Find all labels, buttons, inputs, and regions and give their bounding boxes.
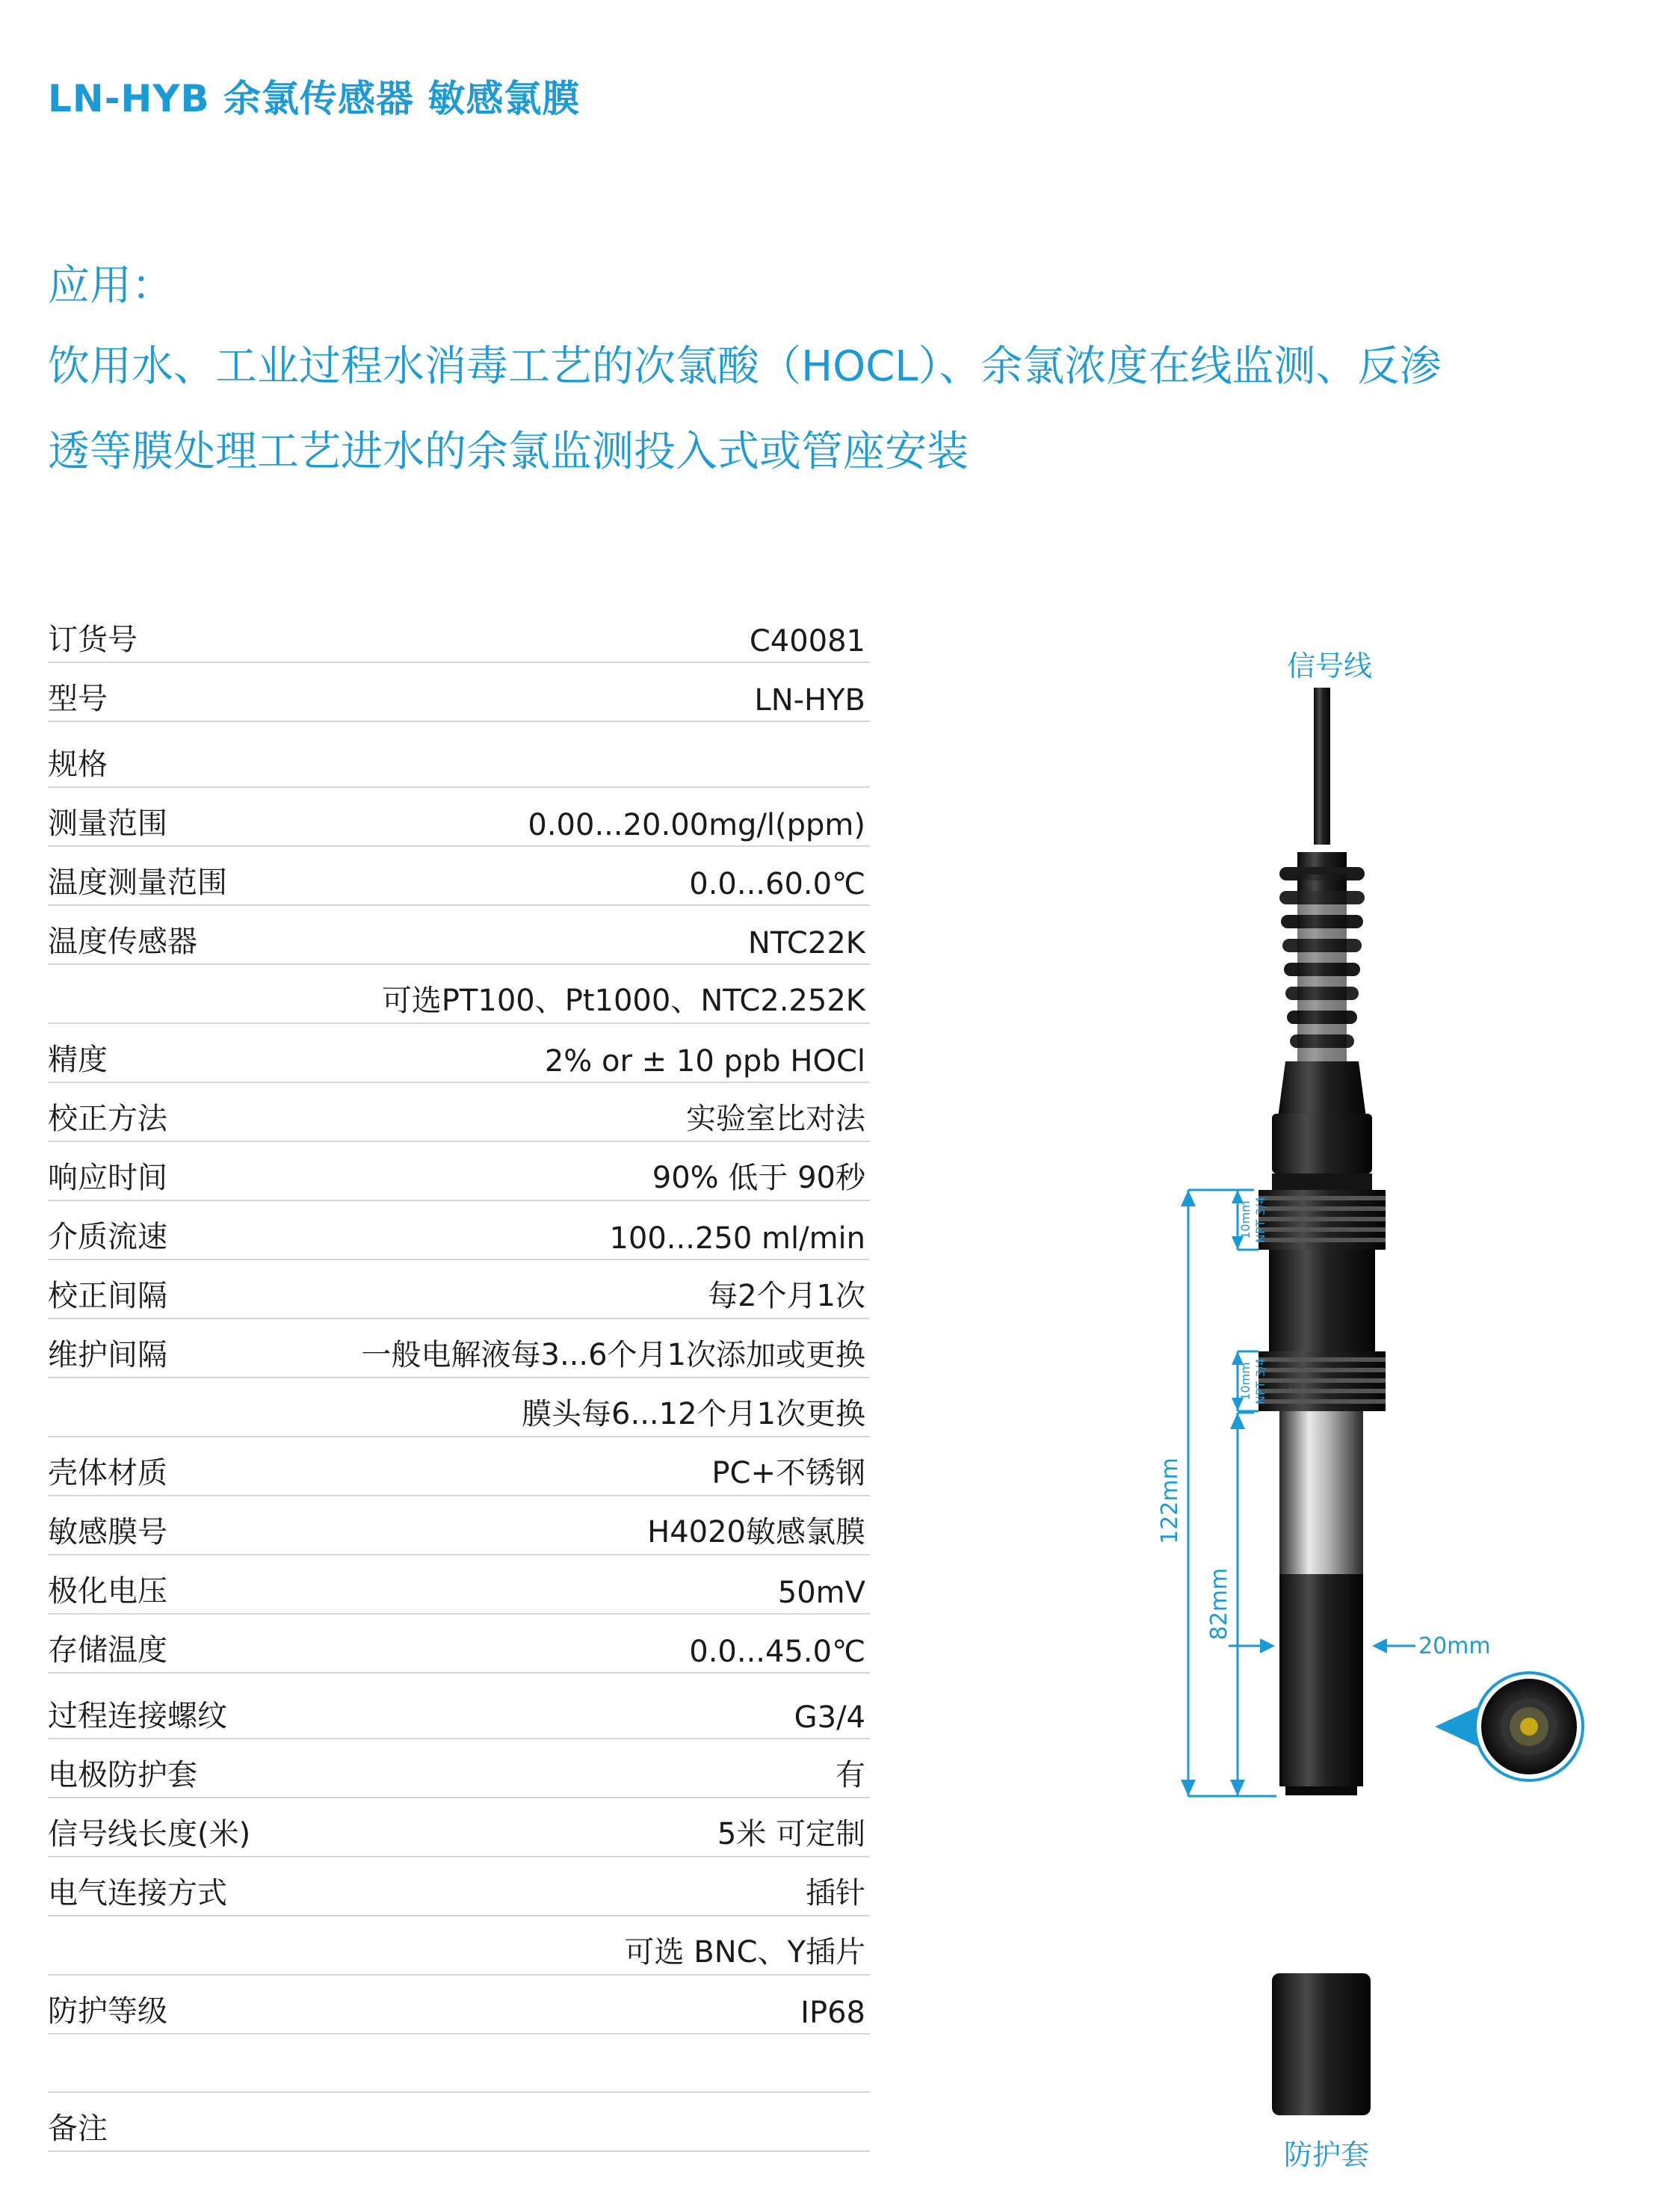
spec-row <box>48 1378 870 1437</box>
stainless-sleeve <box>1279 1411 1363 1574</box>
spec-value: 0.00...20.00mg/l(ppm) <box>528 808 865 842</box>
spec-row <box>48 1142 870 1201</box>
spec-label: 过程连接螺纹 <box>48 1699 227 1733</box>
spec-label: 校正间隔 <box>48 1279 167 1313</box>
spec-row <box>48 1260 870 1319</box>
spec-label: 规格 <box>48 747 108 782</box>
spec-value: C40081 <box>749 624 865 658</box>
spec-row <box>48 1024 870 1083</box>
spec-value: 可选 BNC、Y插片 <box>624 1935 865 1970</box>
spec-row <box>48 1857 870 1916</box>
spec-row <box>48 604 870 663</box>
spec-value: 每2个月1次 <box>708 1279 865 1313</box>
spec-value: 有 <box>836 1758 865 1792</box>
spec-row <box>48 847 870 906</box>
tip-detail-callout <box>1435 1673 1583 1780</box>
spec-row <box>48 788 870 847</box>
spec-value: 可选PT100、Pt1000、NTC2.252K <box>381 984 865 1018</box>
strain-relief <box>1279 852 1365 1061</box>
upper-thread <box>1259 1190 1386 1250</box>
membrane-cap <box>1279 1574 1363 1786</box>
spec-label: 存储温度 <box>48 1633 167 1668</box>
spec-value: 100...250 ml/min <box>609 1221 865 1256</box>
spec-label: 极化电压 <box>48 1574 167 1608</box>
application-line-2: 透等膜处理工艺进水的余氯监测投入式或管座安装 <box>48 428 969 476</box>
spec-row <box>48 2035 870 2093</box>
sensor-drawing <box>1076 628 1599 2175</box>
application-heading: 应用： <box>48 262 173 310</box>
spec-row <box>48 1437 870 1496</box>
application-line-1: 饮用水、工业过程水消毒工艺的次氯酸（HOCL）、余氯浓度在线监测、反渗 <box>48 342 1442 391</box>
spec-table <box>48 604 870 2152</box>
spec-row <box>48 2093 870 2152</box>
spec-label: 备注 <box>48 2112 108 2146</box>
spec-label: 维护间隔 <box>48 1338 167 1372</box>
spec-label: 电极防护套 <box>48 1758 197 1792</box>
spec-row <box>48 1916 870 1975</box>
dim-thread-spec-upper: NPT 3/4 <box>1253 1196 1267 1244</box>
spec-row <box>48 1496 870 1555</box>
spec-label: 测量范围 <box>48 806 167 841</box>
dim-body-label: 82mm <box>1206 1567 1232 1641</box>
spec-value: IP68 <box>800 1996 865 2030</box>
gland-nut <box>1278 1061 1366 1117</box>
dim-total-label: 122mm <box>1157 1458 1183 1544</box>
spec-row <box>48 1201 870 1260</box>
spec-label: 响应时间 <box>48 1161 167 1195</box>
spec-value: 90% 低于 90秒 <box>652 1161 865 1195</box>
dim-thread-height-lower: 10mm <box>1238 1362 1253 1401</box>
spec-value: 实验室比对法 <box>686 1102 865 1136</box>
spec-value: G3/4 <box>794 1700 865 1735</box>
spec-label: 壳体材质 <box>48 1456 167 1490</box>
spec-value: PC+不锈钢 <box>711 1456 865 1490</box>
spec-label: 敏感膜号 <box>48 1515 167 1549</box>
protective-cover <box>1272 1973 1371 2115</box>
signal-cable <box>1314 688 1330 845</box>
dim-thread-height-upper: 10mm <box>1238 1200 1253 1239</box>
spec-label: 精度 <box>48 1043 108 1077</box>
spec-label: 介质流速 <box>48 1220 167 1254</box>
sensor-svg <box>1076 628 1599 2123</box>
spec-label: 防护等级 <box>48 1994 167 2029</box>
spec-row <box>48 906 870 965</box>
spec-value: NTC22K <box>747 926 865 960</box>
spec-row <box>48 1975 870 2035</box>
spec-value: 插针 <box>806 1876 865 1910</box>
spec-row <box>48 1674 870 1739</box>
spec-label: 温度测量范围 <box>48 866 227 900</box>
spec-value: H4020敏感氯膜 <box>647 1515 865 1549</box>
page-title: LN-HYB 余氯传感器 敏感氯膜 <box>48 77 581 120</box>
lower-thread <box>1259 1351 1386 1411</box>
spec-value: 膜头每6...12个月1次更换 <box>522 1397 865 1431</box>
spec-row <box>48 965 870 1024</box>
spec-row <box>48 1798 870 1857</box>
signal-cable-label: 信号线 <box>1287 650 1373 682</box>
spec-value: 0.0...60.0℃ <box>689 867 865 901</box>
spec-label: 电气连接方式 <box>48 1876 227 1910</box>
spec-row <box>48 722 870 788</box>
spec-label: 温度传感器 <box>48 925 197 959</box>
spec-label: 型号 <box>48 682 108 716</box>
spec-label: 校正方法 <box>48 1102 167 1136</box>
spec-row <box>48 1555 870 1614</box>
spec-value: 50mV <box>777 1576 865 1610</box>
dim-thread-spec-lower: NPT 3/4 <box>1253 1357 1267 1405</box>
spec-value: LN-HYB <box>754 683 865 718</box>
spec-row <box>48 1319 870 1378</box>
spec-value: 2% or ± 10 ppb HOCl <box>544 1044 865 1079</box>
spec-label: 信号线长度(米) <box>48 1817 251 1851</box>
spec-value: 5米 可定制 <box>717 1817 865 1851</box>
spec-value: 0.0...45.0℃ <box>689 1635 865 1669</box>
gland-base <box>1272 1114 1372 1173</box>
dim-diameter-label: 20mm <box>1418 1633 1491 1659</box>
protective-cover-label: 防护套 <box>1284 2138 1370 2171</box>
sensor-body-upper <box>1269 1250 1375 1351</box>
spec-row <box>48 1739 870 1798</box>
spec-row <box>48 1614 870 1674</box>
spec-row <box>48 1083 870 1142</box>
spec-value: 一般电解液每3...6个月1次添加或更换 <box>361 1338 865 1372</box>
spec-row <box>48 663 870 722</box>
spec-label: 订货号 <box>48 623 138 657</box>
